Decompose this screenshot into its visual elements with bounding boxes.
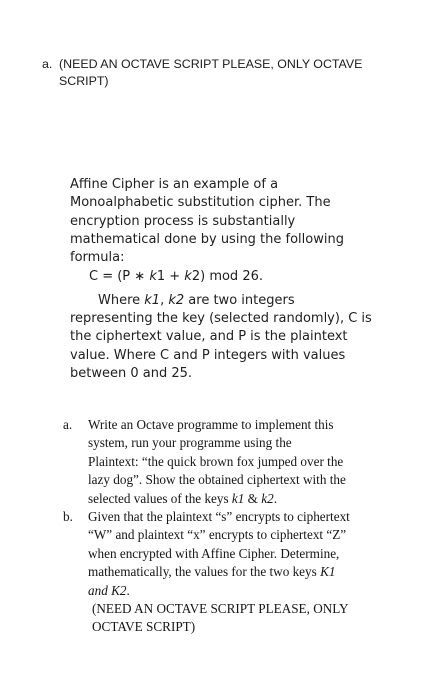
intro-line: the ciphertext value, and P is the plaintext — [70, 329, 348, 345]
header-line: SCRIPT) — [59, 74, 109, 88]
intro-line: encryption process is substantially — [70, 213, 296, 229]
q-b-k2: K2 — [111, 582, 127, 598]
question-b — [63, 508, 403, 637]
header-note — [42, 56, 422, 90]
list-marker: b. — [63, 509, 73, 525]
list-marker: a. — [42, 57, 53, 71]
q-b-line4-prefix: mathematically, the values for the two keys — [88, 564, 321, 580]
question-line: Write an Octave programme to implement this — [88, 417, 334, 432]
intro-line: representing the key (selected randomly), C is — [70, 311, 372, 327]
intro-line: formula: — [70, 250, 125, 266]
formula-k1: k — [149, 269, 157, 285]
q-b-k1: K1 — [320, 564, 336, 580]
formula-prefix: C = (P ∗ — [89, 269, 150, 285]
intro-line: between 0 and 25. — [70, 365, 193, 381]
question-line — [88, 563, 403, 581]
note-line: (NEED AN OCTAVE SCRIPT PLEASE, ONLY — [92, 601, 349, 617]
intro-paragraph — [70, 176, 410, 383]
where-sep: , — [160, 292, 169, 308]
list-marker: a. — [63, 417, 73, 432]
formula-plus: + — [165, 269, 185, 285]
where-k2: k2 — [168, 292, 185, 308]
question-line: lazy dog”. Show the obtained ciphertext with the — [88, 472, 346, 488]
question-line — [88, 582, 403, 600]
formula-suffix: ) mod 26. — [200, 269, 263, 285]
note-line: OCTAVE SCRIPT) — [92, 619, 196, 635]
header-line: (NEED AN OCTAVE SCRIPT PLEASE, ONLY OCTAVE — [59, 57, 363, 71]
question-a — [63, 416, 403, 508]
q-b-and: and — [88, 582, 112, 598]
formula — [70, 268, 410, 286]
where-suffix: are two integers — [184, 292, 295, 308]
question-line: when encrypted with Affine Cipher. Determine, — [88, 545, 340, 561]
question-line: system, run your programme using the — [88, 435, 292, 451]
question-line: Given that the plaintext “s” encrypts to ciphertext — [88, 509, 350, 525]
intro-line: Monoalphabetic substitution cipher. The — [70, 195, 331, 211]
intro-line: Affine Cipher is an example of a — [70, 177, 279, 192]
question-line — [88, 490, 403, 508]
where-prefix: Where — [98, 292, 145, 308]
q-a-suffix: . — [273, 490, 277, 506]
question-list — [63, 416, 403, 637]
formula-k2: k — [184, 269, 192, 285]
question-line: Plaintext: “the quick brown fox jumped over the — [88, 453, 344, 469]
where-line — [70, 292, 410, 310]
formula-k1-sub: 1 — [156, 269, 166, 285]
q-a-k2: k2 — [261, 490, 274, 506]
header-text — [59, 56, 422, 90]
q-a-mid: & — [244, 490, 262, 506]
q-a-k1: k1 — [231, 490, 245, 506]
where-k1: k1 — [144, 292, 161, 308]
intro-line: mathematical done by using the following — [70, 231, 344, 247]
q-a-line5-prefix: selected values of the keys — [88, 490, 232, 506]
formula-k2-sub: 2 — [191, 269, 201, 285]
intro-line: value. Where C and P integers with values — [70, 347, 346, 363]
q-b-suffix: . — [126, 582, 130, 598]
question-line: “W” and plaintext “x” encrypts to ciphertext “Z” — [88, 527, 347, 543]
